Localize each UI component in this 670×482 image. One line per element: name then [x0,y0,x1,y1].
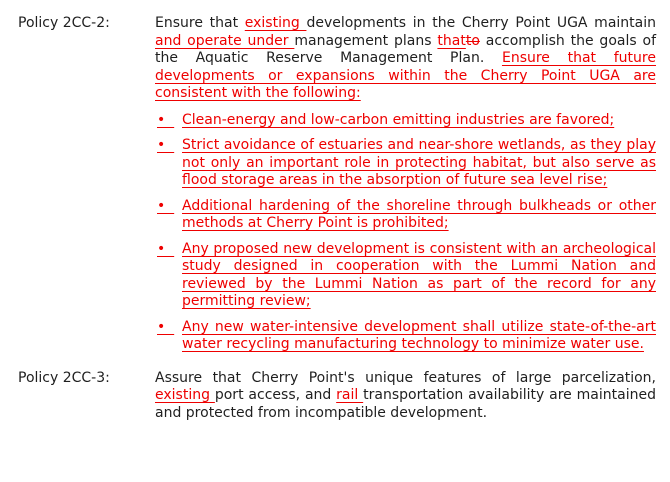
deleted-text-run: to [465,32,480,49]
inserted-text-run: that [437,32,466,49]
policy-block [18,15,657,354]
policy-paragraph [155,15,656,103]
policy-label: Policy 2CC-2: [18,15,110,31]
inserted-text-run: Any proposed new development is consistent with an archeological study designed in cooperation with the Lummi Nation and reviewed by the Lummi Nation as part of the record for any permitting review; [182,240,656,309]
policy-body [155,370,656,423]
text-run: Assure that Cherry Point's unique features of large parcelization, [155,369,656,386]
inserted-text-run: existing [155,387,215,403]
inserted-text-run: existing [244,15,307,31]
bullet-item [155,137,656,190]
policy-block [18,370,657,423]
policy-label: Policy 2CC-3: [18,369,110,386]
text-run: port access, and [214,387,337,403]
bullet-list [155,112,656,354]
inserted-text-run: Ensure that future developments or expansions within the Cherry Point UGA are consistent with the following: [155,50,656,101]
text-run: Ensure that [155,15,245,31]
inserted-text-run: and operate under [155,32,295,49]
bullet-item [155,241,656,311]
bullet-icon: • [157,318,175,335]
inserted-text-run: Strict avoidance of estuaries and near-shore wetlands, as they play not only an important role in protecting habitat, but also serve as flood storage areas in the absorption of future sea level rise; [182,137,656,188]
bullet-item [155,112,656,130]
inserted-text-run: Additional hardening of the shoreline through bulkheads or other methods at Cherry Point is prohibited; [182,197,656,231]
bullet-icon: • [157,137,175,153]
bullet-item [155,319,656,354]
text-run: developments in the Cherry Point UGA maintain [306,15,656,31]
text-run: accomplish the goals of the Aquatic Reserve Management Plan. [155,32,656,66]
inserted-text-run: rail [336,387,364,403]
bullet-item [155,198,656,233]
policy-paragraph [155,370,656,423]
bullet-icon: • [157,197,175,214]
policy-body [155,15,656,354]
bullet-icon: • [157,111,175,128]
inserted-text-run: Any new water-intensive development shall utilize state-of-the-art water recycling manufacturing technology to minimize water use. [182,318,656,352]
bullet-icon: • [157,240,175,257]
text-run: transportation availability are maintained and protected from incompatible development. [155,387,656,421]
policy-list [18,15,657,422]
inserted-text-run: Clean-energy and low-carbon emitting industries are favored; [182,111,615,128]
text-run: management plans [294,32,438,49]
